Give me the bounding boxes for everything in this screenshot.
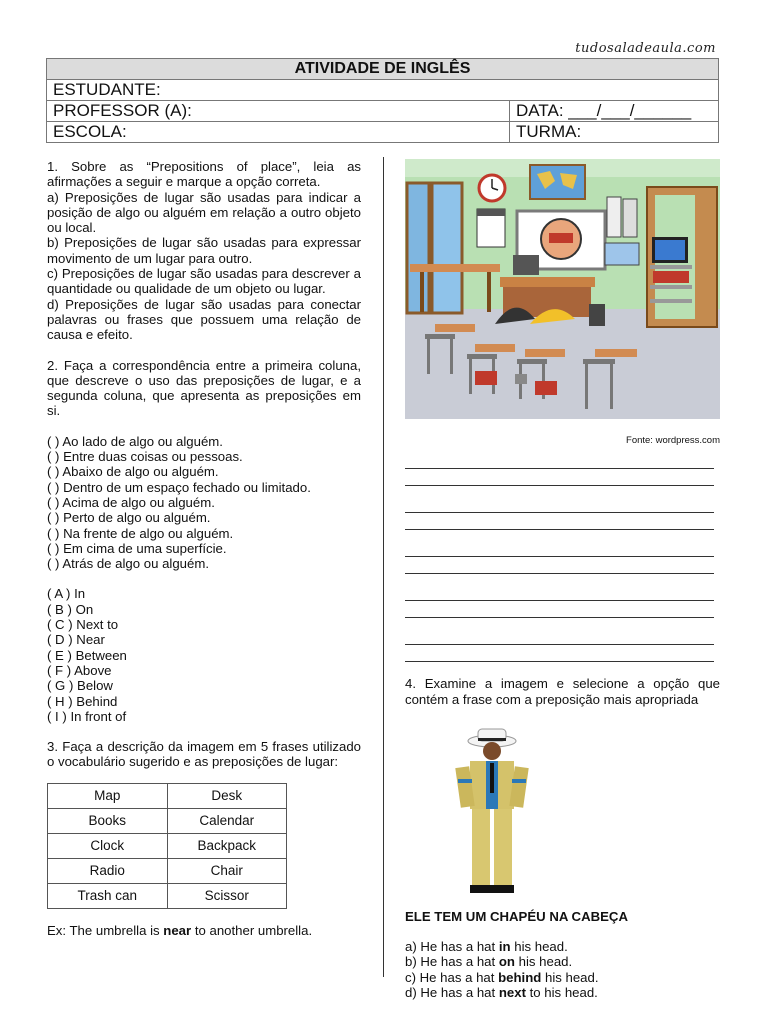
q4-option-c[interactable]	[405, 970, 720, 985]
q2-preposition: ( A ) In	[47, 586, 86, 602]
student-header-table	[46, 58, 719, 143]
column-divider	[383, 157, 384, 977]
q2-preposition: ( I ) In front of	[47, 708, 127, 724]
vocab-cell: Scissor	[167, 883, 287, 908]
answer-line[interactable]	[405, 540, 714, 557]
q2-preposition: ( E ) Between	[47, 647, 127, 663]
answer-line[interactable]	[405, 469, 714, 486]
option-text: c) He has a hat	[405, 969, 499, 985]
q2-description: ( ) Dentro de um espaço fechado ou limitado.	[47, 479, 311, 495]
vocab-cell: Clock	[48, 833, 168, 858]
q4-options	[405, 939, 720, 1000]
q2-preposition: ( F ) Above	[47, 662, 112, 678]
option-preposition: on	[498, 954, 515, 970]
option-preposition: in	[498, 939, 511, 955]
q2-preposition: ( B ) On	[47, 601, 94, 617]
vocab-cell: Radio	[48, 858, 168, 883]
worksheet-title: ATIVIDADE DE INGLÊS	[47, 59, 719, 80]
q2-description: ( ) Acima de algo ou alguém.	[47, 494, 215, 510]
q2-preposition: ( C ) Next to	[47, 617, 119, 633]
q2-description: ( ) Na frente de algo ou alguém.	[47, 525, 234, 541]
q4-option-d[interactable]	[405, 985, 720, 1000]
vocab-cell: Books	[48, 808, 168, 833]
q2-description: ( ) Perto de algo ou alguém.	[47, 510, 211, 526]
school-field: ESCOLA:	[47, 122, 510, 143]
site-watermark: tudosaladeaula.com	[575, 41, 716, 56]
q4-option-a[interactable]	[405, 939, 720, 954]
q3-example	[47, 923, 361, 938]
right-column	[405, 159, 720, 1000]
answer-line[interactable]	[405, 452, 714, 469]
q2-preposition: ( D ) Near	[47, 632, 105, 648]
example-preposition: near	[163, 922, 192, 938]
option-preposition: next	[498, 985, 526, 1001]
option-text-end: his head.	[510, 939, 568, 955]
option-preposition: behind	[498, 969, 542, 985]
option-text-end: his head.	[541, 969, 599, 985]
option-text-end: to his head.	[525, 985, 598, 1001]
q2-description: ( ) Entre duas coisas ou pessoas.	[47, 449, 243, 465]
man-with-hat-illustration	[440, 727, 540, 895]
option-text: b) He has a hat	[405, 954, 499, 970]
answer-line[interactable]	[405, 513, 714, 530]
teacher-field: PROFESSOR (A):	[47, 101, 510, 122]
q1-prompt: 1. Sobre as “Prepositions of place”, leia as afirmações a seguir e marque a opção correta.	[47, 159, 361, 190]
answer-line[interactable]	[405, 557, 714, 574]
q4-option-b[interactable]	[405, 954, 720, 969]
image-source: Fonte: wordpress.com	[626, 435, 720, 446]
answer-line[interactable]	[405, 584, 714, 601]
vocab-cell: Map	[48, 783, 168, 808]
example-text-end: to another umbrella.	[191, 922, 313, 938]
q2-preposition: ( H ) Behind	[47, 693, 118, 709]
student-field: ESTUDANTE:	[47, 80, 719, 101]
q2-description: ( ) Ao lado de algo ou alguém.	[47, 433, 223, 449]
q1-option-b: b) Preposições de lugar são usadas para expressar movimento de um lugar para outro.	[47, 235, 361, 266]
vocab-cell: Chair	[167, 858, 287, 883]
q1-option-c: c) Preposições de lugar são usadas para descrever a quantidade ou qualidade de um objeto ou lugar.	[47, 266, 361, 297]
answer-line[interactable]	[405, 601, 714, 618]
option-text: d) He has a hat	[405, 985, 499, 1001]
date-field: DATA: ___/___/______	[510, 101, 719, 122]
q1-option-a: a) Preposições de lugar são usadas para indicar a posição de algo ou alguém em relação a outro objeto ou local.	[47, 189, 361, 236]
q2-description: ( ) Em cima de uma superfície.	[47, 540, 227, 556]
option-text-end: his head.	[514, 954, 573, 970]
example-text: Ex: The umbrella is	[47, 922, 164, 938]
q3-prompt: 3. Faça a descrição da imagem em 5 frases utilizado o vocabulário sugerido e as preposições de lugar:	[47, 739, 361, 770]
vocab-cell: Calendar	[167, 808, 287, 833]
q4-prompt: 4. Examine a imagem e selecione a opção que contém a frase com a preposição mais apropriada	[405, 676, 720, 707]
answer-line[interactable]	[405, 496, 714, 513]
q2-preposition: ( G ) Below	[47, 678, 113, 694]
q2-description: ( ) Atrás de algo ou alguém.	[47, 556, 210, 572]
q1-option-d: d) Preposições de lugar são usadas para conectar palavras ou frases que possuem uma relação de causa e efeito.	[47, 296, 361, 343]
answer-lines	[405, 452, 720, 662]
left-column	[47, 159, 361, 938]
vocab-cell: Desk	[167, 783, 287, 808]
vocabulary-table	[47, 783, 287, 909]
q2-prompt: 2. Faça a correspondência entre a primeira coluna, que descreve o uso das preposições de lugar, e a segunda coluna, que apresenta as preposições em si.	[47, 357, 361, 419]
option-text: a) He has a hat	[405, 939, 499, 955]
q4-sentence: ELE TEM UM CHAPÉU NA CABEÇA	[405, 908, 628, 924]
answer-line[interactable]	[405, 628, 714, 645]
q2-description: ( ) Abaixo de algo ou alguém.	[47, 464, 219, 480]
class-field: TURMA:	[510, 122, 719, 143]
answer-line[interactable]	[405, 645, 714, 662]
vocab-cell: Trash can	[48, 883, 168, 908]
classroom-illustration	[405, 159, 720, 419]
vocab-cell: Backpack	[167, 833, 287, 858]
